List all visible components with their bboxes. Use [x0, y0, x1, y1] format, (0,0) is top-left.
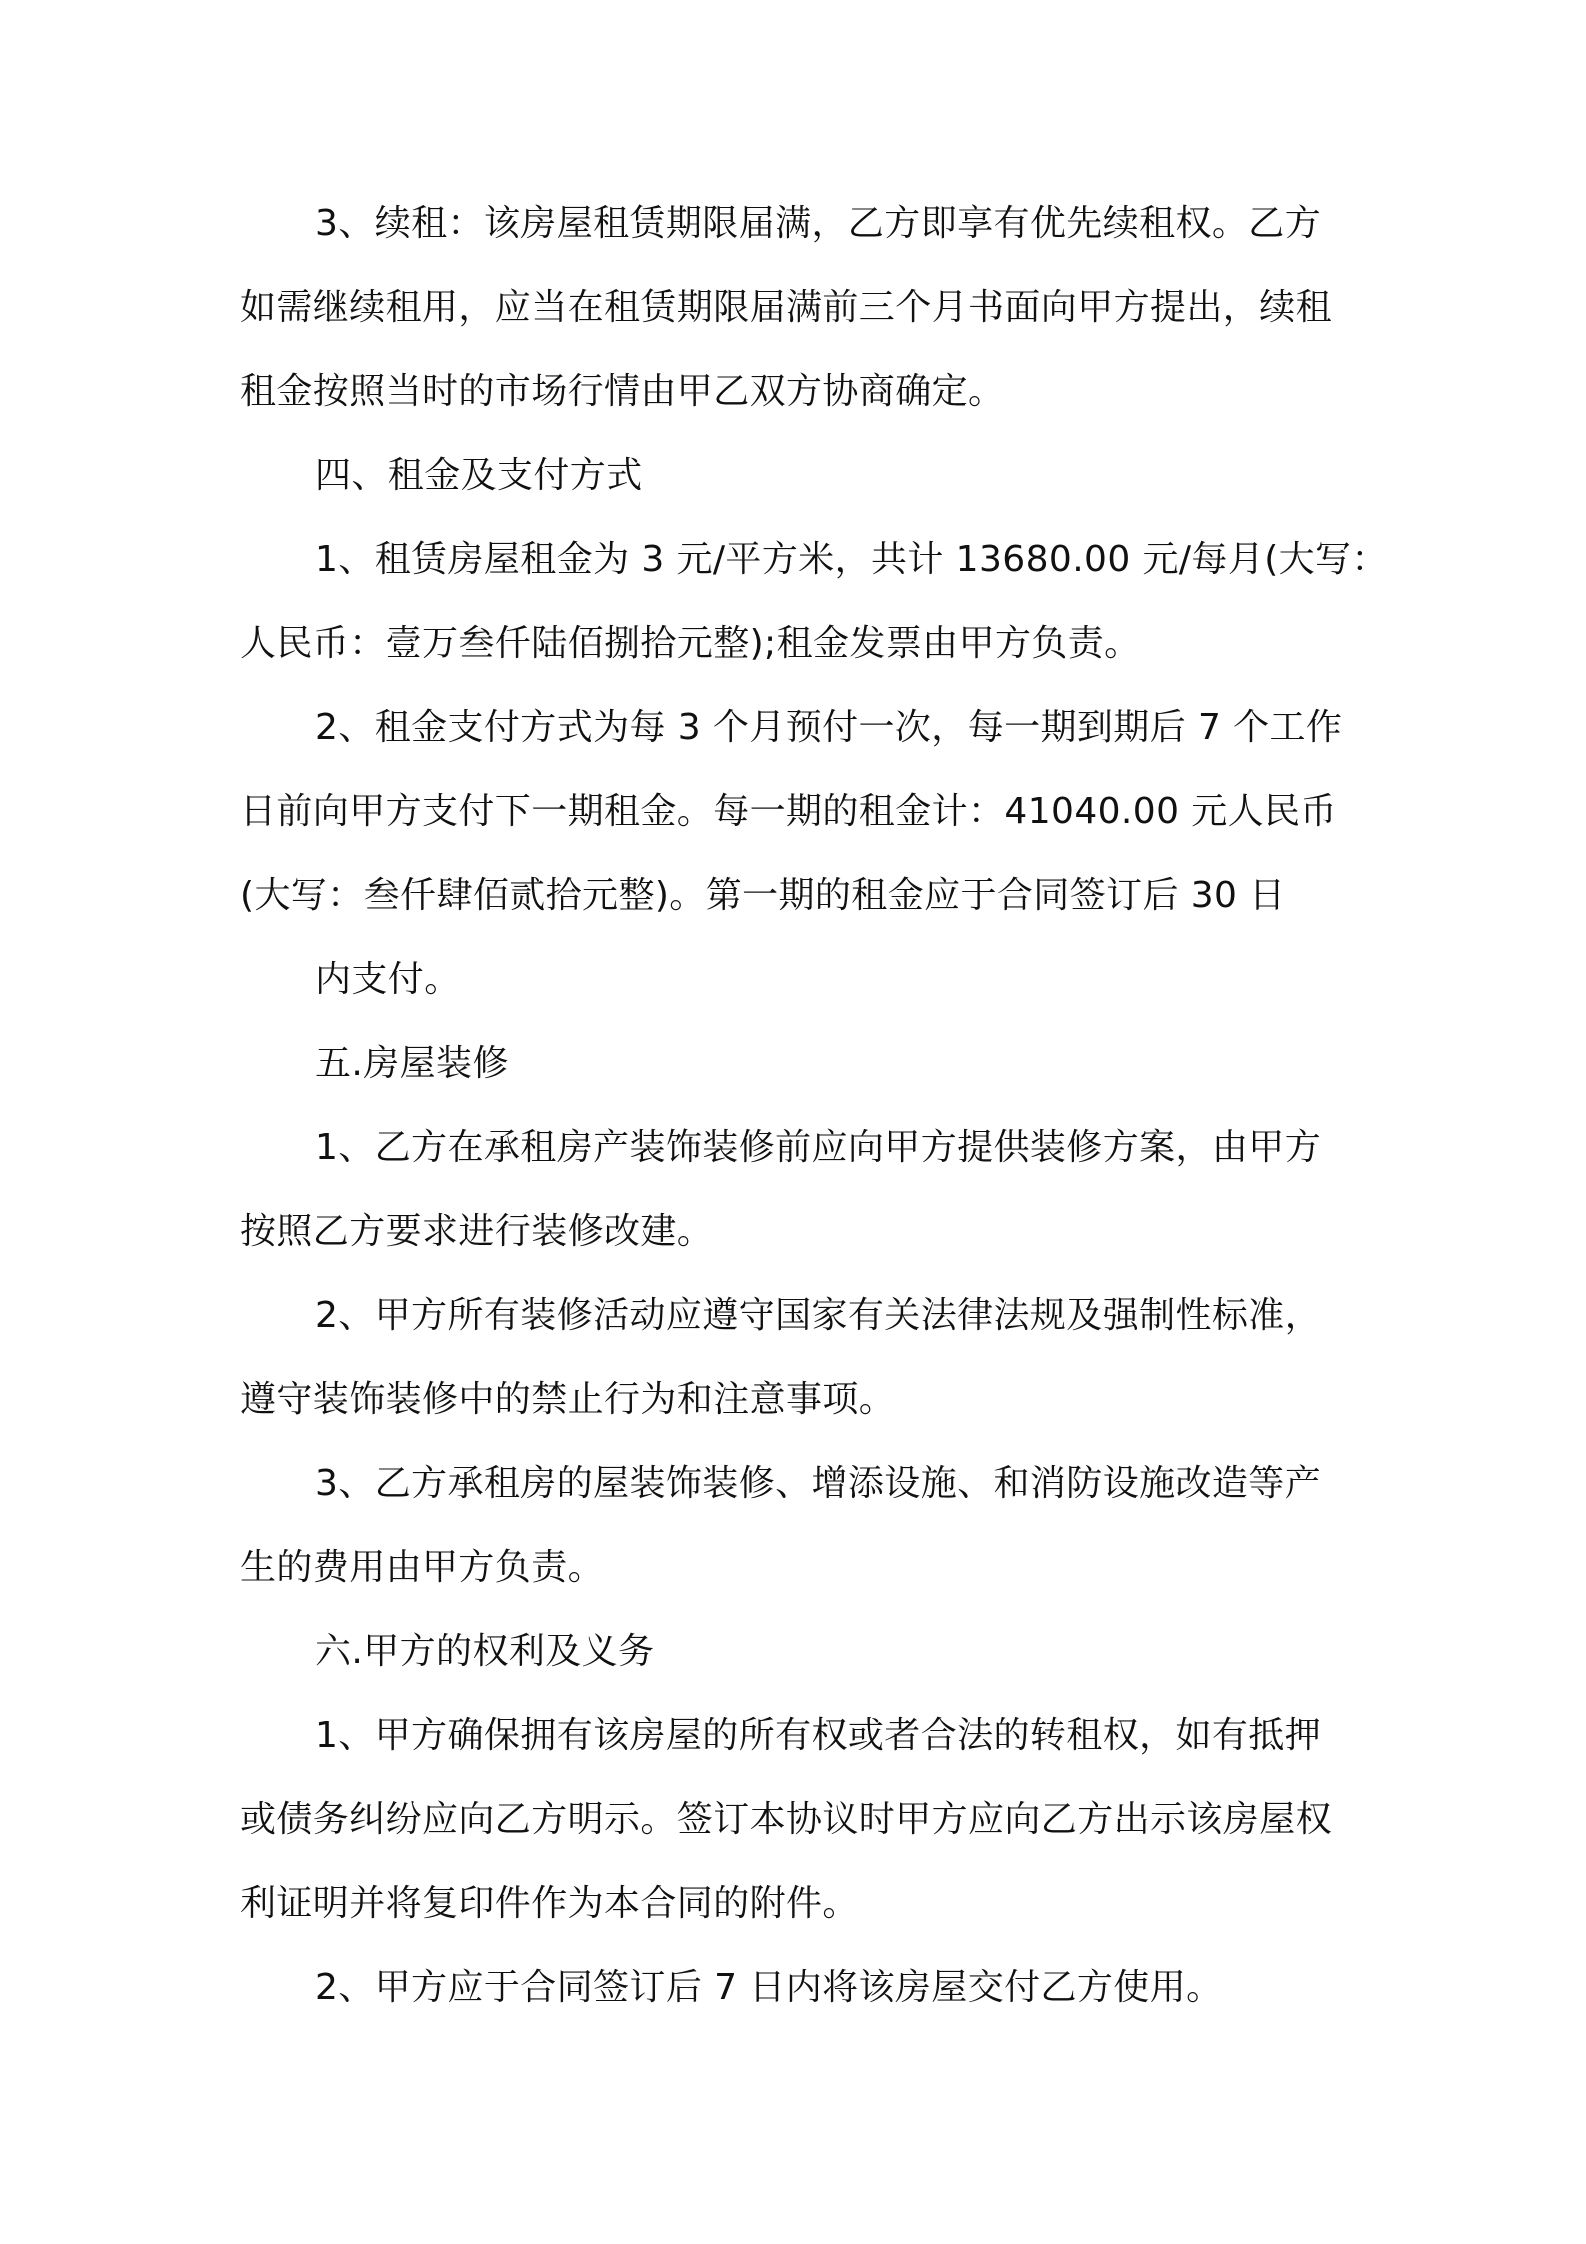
paragraph-line: 1、租赁房屋租金为 3 元/平方米，共计 13680.00 元/每月(大写： — [315, 539, 1388, 580]
section-heading: 五.房屋装修 — [315, 1043, 509, 1084]
paragraph-line: 租金按照当时的市场行情由甲乙双方协商确定。 — [240, 371, 1005, 412]
paragraph-line: 利证明并将复印件作为本合同的附件。 — [240, 1883, 859, 1924]
paragraph-line: 如需继续租用，应当在租赁期限届满前三个月书面向甲方提出，续租 — [240, 287, 1333, 328]
paragraph-line: (大写：叁仟肆佰贰拾元整)。第一期的租金应于合同签订后 30 日 — [240, 875, 1286, 916]
paragraph-line: 生的费用由甲方负责。 — [240, 1547, 605, 1588]
paragraph-line: 1、乙方在承租房产装饰装修前应向甲方提供装修方案，由甲方 — [315, 1127, 1322, 1168]
paragraph-line: 日前向甲方支付下一期租金。每一期的租金计：41040.00 元人民币 — [240, 791, 1337, 832]
paragraph-line: 人民币：壹万叁仟陆佰捌拾元整);租金发票由甲方负责。 — [240, 623, 1141, 664]
paragraph-line: 遵守装饰装修中的禁止行为和注意事项。 — [240, 1379, 896, 1420]
section-heading: 六.甲方的权利及义务 — [315, 1631, 655, 1672]
paragraph-line: 按照乙方要求进行装修改建。 — [240, 1211, 714, 1252]
paragraph-line: 3、乙方承租房的屋装饰装修、增添设施、和消防设施改造等产 — [315, 1463, 1322, 1504]
paragraph-line: 2、甲方所有装修活动应遵守国家有关法律法规及强制性标准， — [315, 1295, 1322, 1336]
paragraph-line: 1、甲方确保拥有该房屋的所有权或者合法的转租权，如有抵押 — [315, 1715, 1322, 1756]
section-heading: 四、租金及支付方式 — [315, 455, 643, 496]
paragraph-line: 内支付。 — [315, 959, 461, 1000]
paragraph-line: 3、续租：该房屋租赁期限届满，乙方即享有优先续租权。乙方 — [315, 203, 1322, 244]
paragraph-line: 2、租金支付方式为每 3 个月预付一次，每一期到期后 7 个工作 — [315, 707, 1343, 748]
paragraph-line: 或债务纠纷应向乙方明示。签订本协议时甲方应向乙方出示该房屋权 — [240, 1799, 1333, 1840]
paragraph-line: 2、甲方应于合同签订后 7 日内将该房屋交付乙方使用。 — [315, 1967, 1223, 2008]
